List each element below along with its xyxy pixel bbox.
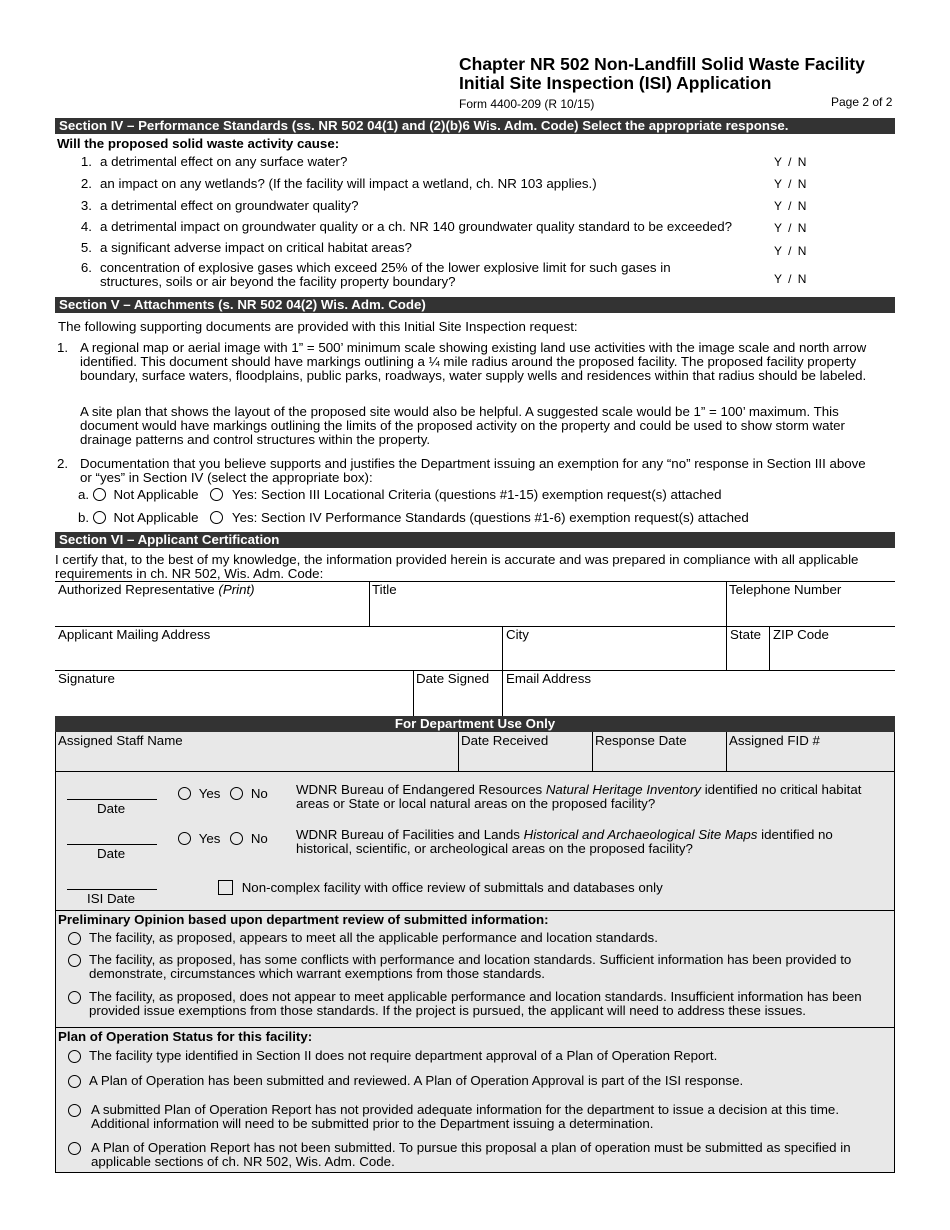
opinion-text: The facility, as proposed, appears to meet all the applicable performance and location standards. xyxy=(89,930,658,945)
assigned-fid-field[interactable]: Assigned FID # xyxy=(729,733,820,748)
date-label: Date xyxy=(97,801,126,816)
opinion-radio[interactable] xyxy=(68,991,81,1004)
divider xyxy=(458,732,459,771)
field-label-note: (Print) xyxy=(218,582,255,597)
question-text: a significant adverse impact on critical habitat areas? xyxy=(100,240,412,255)
question-text: a detrimental impact on groundwater quality or a ch. NR 140 groundwater quality standard to be exceeded? xyxy=(100,219,732,234)
certification-text: I certify that, to the best of my knowledge, the information provided herein is accurate and was prepared in compliance with all applicable requirements in ch. NR 502, Wis. Adm. Code: xyxy=(55,552,859,581)
question-text: an impact on any wetlands? (If the facility will impact a wetland, ch. NR 103 applies.) xyxy=(100,176,597,191)
signature-field[interactable]: Signature xyxy=(58,671,115,686)
divider xyxy=(55,771,895,772)
item-number: 1. xyxy=(57,340,69,355)
plan-text: A submitted Plan of Operation Report has not provided adequate information for the department to issue a decision at this time. Additional information will need to be submitted prior to the Department issuing a determination. xyxy=(91,1102,840,1131)
form-number: Form 4400-209 (R 10/15) xyxy=(459,97,595,111)
department-use-header: For Department Use Only xyxy=(55,716,895,732)
yes-no-choice[interactable]: Y / N xyxy=(774,177,807,191)
option-letter: a. xyxy=(78,487,90,502)
nhi-statement xyxy=(296,783,886,811)
date-label: Date xyxy=(97,846,126,861)
historical-statement xyxy=(296,828,886,856)
not-applicable-label: Not Applicable xyxy=(113,510,199,525)
yes-label: Yes xyxy=(198,831,221,846)
noncomplex-option xyxy=(218,880,663,895)
form-title xyxy=(459,55,899,93)
yes-label: Yes: Section IV Performance Standards (questions #1-6) exemption request(s) attached xyxy=(231,510,749,525)
not-applicable-radio[interactable] xyxy=(93,511,106,524)
item-number: 2. xyxy=(80,176,92,191)
authorized-representative-field[interactable] xyxy=(58,583,255,597)
yes-no-choice[interactable]: Y / N xyxy=(774,221,807,235)
yes-radio[interactable] xyxy=(210,511,223,524)
yes-radio[interactable] xyxy=(178,787,191,800)
question-text: a detrimental effect on groundwater quality? xyxy=(100,198,359,213)
divider xyxy=(55,1027,895,1028)
option-letter: b. xyxy=(78,510,90,525)
not-applicable-label: Not Applicable xyxy=(113,487,199,502)
plan-text: A Plan of Operation Report has not been submitted. To pursue this proposal a plan of operation must be submitted as specified in applicable sections of ch. NR 502, Wis. Adm. Code. xyxy=(91,1140,851,1169)
plan-status-title: Plan of Operation Status for this facility: xyxy=(58,1029,313,1044)
date-line[interactable] xyxy=(67,799,157,800)
section-4-header: Section IV – Performance Standards (ss. NR 502 04(1) and (2)(b)6 Wis. Adm. Code) Select the appropriate response. xyxy=(55,118,895,134)
question-text: concentration of explosive gases which exceed 25% of the lower explosive limit for such gases in structures, soils or air beyond the facility property boundary? xyxy=(100,260,671,289)
divider xyxy=(502,626,503,716)
no-label: No xyxy=(250,786,268,801)
section-6-header: Section VI – Applicant Certification xyxy=(55,532,895,548)
no-label: No xyxy=(250,831,268,846)
opinion-text: The facility, as proposed, has some conflicts with performance and location standards. Sufficient information has been provided to demonstrate, circumstances which warrant exemptions from those standards. xyxy=(89,952,852,981)
statement-text: identified no critical habitat areas or State or local natural areas on the proposed facility? xyxy=(296,782,862,811)
section-5-intro: The following supporting documents are provided with this Initial Site Inspection request: xyxy=(58,319,578,334)
divider xyxy=(592,732,593,771)
section-5-header: Section V – Attachments (s. NR 502 04(2) Wis. Adm. Code) xyxy=(55,297,895,313)
state-field[interactable]: State xyxy=(730,627,762,642)
mailing-address-field[interactable]: Applicant Mailing Address xyxy=(58,627,211,642)
attachment-1-text: A regional map or aerial image with 1” = 500’ minimum scale showing existing land use activities with the image scale and north arrow identified. This document should have markings outlining a ¼ mile radius around the proposed facility. The proposed facility property boundary, surface waters, floodplains, public parks, roadways, water supply wells and residences within that radius should be labeled. xyxy=(80,340,867,383)
plan-text: The facility type identified in Section II does not require department approval of a Plan of Operation Report. xyxy=(89,1048,718,1063)
yes-no-choice[interactable]: Y / N xyxy=(774,155,807,169)
email-field[interactable]: Email Address xyxy=(506,671,591,686)
yes-no-choice[interactable]: Y / N xyxy=(774,244,807,258)
plan-radio[interactable] xyxy=(68,1142,81,1155)
divider xyxy=(726,581,727,670)
response-date-field[interactable]: Response Date xyxy=(595,733,687,748)
isi-date-line[interactable] xyxy=(67,889,157,890)
title-line-1: Chapter NR 502 Non-Landfill Solid Waste Facility xyxy=(459,54,865,74)
statement-text: WDNR Bureau of Facilities and Lands xyxy=(296,827,524,842)
opinion-radio[interactable] xyxy=(68,954,81,967)
noncomplex-label: Non-complex facility with office review of submittals and databases only xyxy=(241,880,663,895)
item-number: 3. xyxy=(80,198,92,213)
yes-label: Yes xyxy=(198,786,221,801)
item-number: 2. xyxy=(57,456,69,471)
no-radio[interactable] xyxy=(230,832,243,845)
date-signed-field[interactable]: Date Signed xyxy=(416,671,490,686)
divider xyxy=(369,581,370,626)
divider xyxy=(769,626,770,670)
item-number: 5. xyxy=(80,240,92,255)
preliminary-opinion-title: Preliminary Opinion based upon department review of submitted information: xyxy=(58,912,549,927)
plan-radio[interactable] xyxy=(68,1050,81,1063)
field-label: Authorized Representative xyxy=(58,582,219,597)
item-number: 1. xyxy=(80,154,92,169)
yes-no-choice[interactable]: Y / N xyxy=(774,199,807,213)
yes-no-choice[interactable]: Y / N xyxy=(774,272,807,286)
assigned-staff-field[interactable]: Assigned Staff Name xyxy=(58,733,183,748)
no-radio[interactable] xyxy=(230,787,243,800)
divider xyxy=(413,670,414,716)
title-line-2: Initial Site Inspection (ISI) Application xyxy=(459,73,772,93)
question-text: a detrimental effect on any surface water? xyxy=(100,154,348,169)
nhi-yes-no xyxy=(178,787,268,801)
opinion-radio[interactable] xyxy=(68,932,81,945)
isi-date-label: ISI Date xyxy=(87,891,136,906)
plan-radio[interactable] xyxy=(68,1075,81,1088)
statement-text: WDNR Bureau of Endangered Resources xyxy=(296,782,546,797)
telephone-field[interactable]: Telephone Number xyxy=(729,582,842,597)
exemption-option-b xyxy=(78,511,749,525)
divider xyxy=(55,910,895,911)
exemption-option-a xyxy=(78,488,721,502)
date-line[interactable] xyxy=(67,844,157,845)
yes-radio[interactable] xyxy=(210,488,223,501)
item-number: 6. xyxy=(80,260,92,275)
attachment-2-text: Documentation that you believe supports and justifies the Department issuing an exemption for any “no” response in Section III above or “yes” in Section IV (select the appropriate box): xyxy=(80,456,866,485)
plan-text: A Plan of Operation has been submitted and reviewed. A Plan of Operation Approval is part of the ISI response. xyxy=(89,1073,744,1088)
item-number: 4. xyxy=(80,219,92,234)
attachment-1-site-plan: A site plan that shows the layout of the proposed site would also be helpful. A suggested scale would be 1” = 100’ maximum. This document would have markings outlining the limits of the proposed activity on the property and could be used to show storm water drainage patterns and control structures within the property. xyxy=(80,404,845,447)
title-field[interactable]: Title xyxy=(372,582,397,597)
not-applicable-radio[interactable] xyxy=(93,488,106,501)
opinion-text: The facility, as proposed, does not appear to meet applicable performance and location standards. Insufficient information has been provided issue exemptions from those standards. If the project is pursued, the applicant will need to address these issues. xyxy=(89,989,862,1018)
plan-radio[interactable] xyxy=(68,1104,81,1117)
yes-radio[interactable] xyxy=(178,832,191,845)
noncomplex-checkbox[interactable] xyxy=(218,880,233,895)
city-field[interactable]: City xyxy=(506,627,529,642)
yes-label: Yes: Section III Locational Criteria (questions #1-15) exemption request(s) attached xyxy=(231,487,722,502)
zip-field[interactable]: ZIP Code xyxy=(773,627,829,642)
historical-yes-no xyxy=(178,832,268,846)
divider xyxy=(726,732,727,771)
statement-text: identified no historical, scientific, or archeological areas on the proposed facility? xyxy=(296,827,833,856)
page-number: Page 2 of 2 xyxy=(831,95,893,109)
statement-emphasis: Historical and Archaeological Site Maps xyxy=(523,827,758,842)
statement-emphasis: Natural Heritage Inventory xyxy=(545,782,702,797)
date-received-field[interactable]: Date Received xyxy=(461,733,549,748)
section-4-question: Will the proposed solid waste activity cause: xyxy=(57,136,340,151)
